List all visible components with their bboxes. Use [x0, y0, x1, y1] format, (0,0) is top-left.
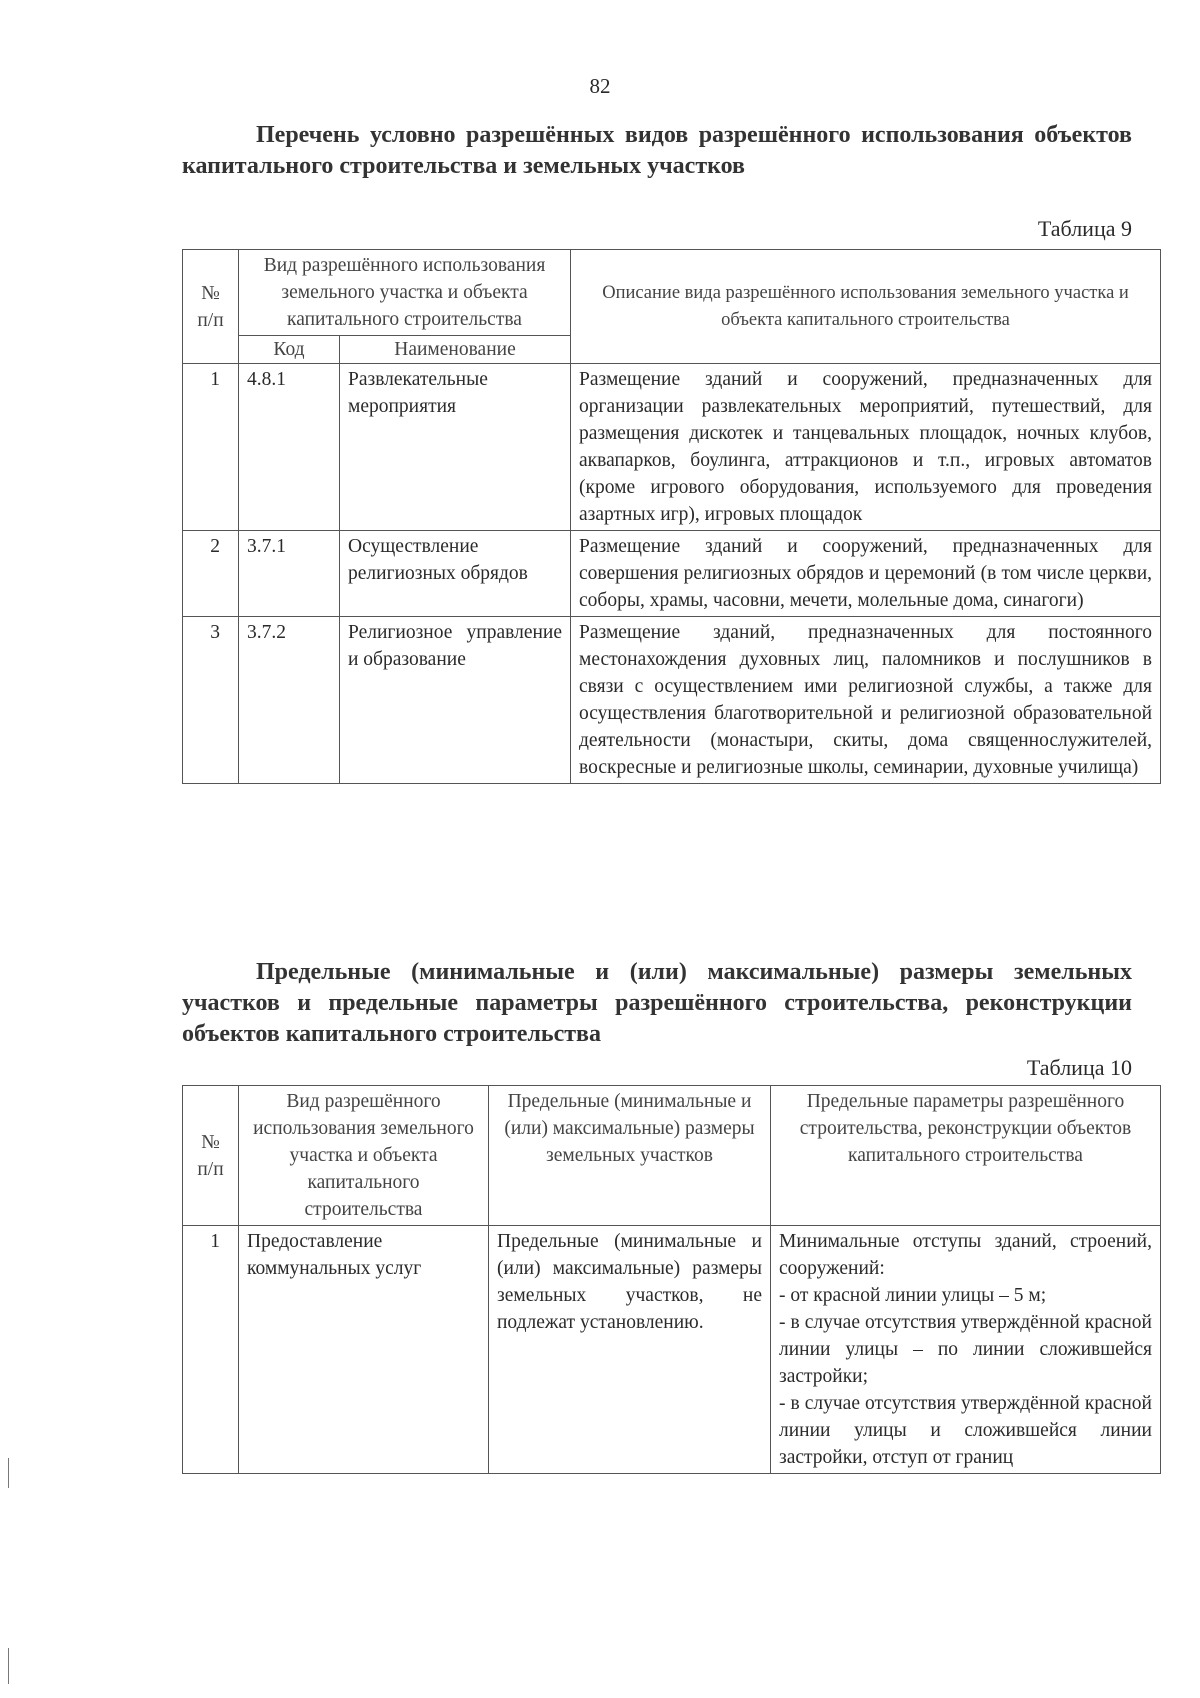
row-description: Размещение зданий и сооружений, предназначенных для совершения религиозных обрядов и церемоний (в том числе церкви, соборы, храмы, часовни, мечети, молельные дома, синагоги): [571, 531, 1161, 617]
scan-artifact-line: [8, 1458, 9, 1488]
row-code: 3.7.2: [239, 617, 340, 784]
header-sizes: Предельные (минимальные и (или) максимальные) размеры земельных участков: [489, 1086, 771, 1226]
row-description: Размещение зданий, предназначенных для постоянного местонахождения духовных лиц, паломников и послушников в связи с осуществлением ими религиозной службы, а также для осуществления благотворительной и религиозной образовательной деятельности (монастыри, скиты, дома священнослужителей, воскресные и религиозные школы, семинарии, духовные училища): [571, 617, 1161, 784]
row-num: 2: [183, 531, 239, 617]
row-type: Предоставление коммунальных услуг: [239, 1226, 489, 1474]
row-name: Религиозное управление и образование: [340, 617, 571, 784]
table-9: [182, 249, 1161, 784]
table-row: [183, 364, 1161, 531]
section-heading-table-9: Перечень условно разрешённых видов разрешённого использования объектов капитального строительства и земельных участков: [182, 122, 1132, 179]
row-sizes: Предельные (минимальные и (или) максимальные) размеры земельных участков, не подлежат установлению.: [489, 1226, 771, 1474]
row-name: Развлекательные мероприятия: [340, 364, 571, 531]
table-row: [183, 1226, 1161, 1474]
header-code: Код: [239, 336, 340, 364]
header-num: № п/п: [183, 1086, 239, 1226]
table-row: [183, 531, 1161, 617]
row-name: Осуществление религиозных обрядов: [340, 531, 571, 617]
table-9-caption: Таблица 9: [1037, 216, 1132, 241]
table-row: [183, 617, 1161, 784]
page-number: 82: [589, 74, 611, 98]
row-code: 3.7.1: [239, 531, 340, 617]
row-params: [771, 1226, 1161, 1474]
row-num: 1: [183, 364, 239, 531]
header-params: Предельные параметры разрешённого строительства, реконструкции объектов капитального строительства: [771, 1086, 1161, 1226]
table-10-caption: Таблица 10: [1026, 1055, 1132, 1080]
scan-artifact-line: [8, 1648, 9, 1684]
param-line: Минимальные отступы зданий, строений, сооружений:: [779, 1231, 1152, 1279]
row-code: 4.8.1: [239, 364, 340, 531]
param-line: - в случае отсутствия утверждённой красной линии улицы и сложившейся линии застройки, отступ от границ: [779, 1393, 1152, 1468]
header-type: Вид разрешённого использования земельного участка и объекта капитального строительства: [239, 1086, 489, 1226]
section-heading-table-10: Предельные (минимальные и (или) максимальные) размеры земельных участков и предельные параметры разрешённого строительства, реконструкции объектов капитального строительства: [182, 959, 1132, 1047]
header-type: Вид разрешённого использования земельного участка и объекта капитального строительства: [239, 250, 571, 336]
param-line: - в случае отсутствия утверждённой красной линии улицы – по линии сложившейся застройки;: [779, 1312, 1152, 1387]
header-name: Наименование: [340, 336, 571, 364]
table-10: [182, 1085, 1161, 1474]
row-description: Размещение зданий и сооружений, предназначенных для организации развлекательных мероприятий, путешествий, для размещения дискотек и танцевальных площадок, ночных клубов, аквапарков, боулинга, аттракционов и т.п., игровых автоматов (кроме игрового оборудования, используемого для проведения азартных игр), игровых площадок: [571, 364, 1161, 531]
param-line: - от красной линии улицы – 5 м;: [779, 1285, 1047, 1306]
header-description: Описание вида разрешённого использования земельного участка и объекта капитального строительства: [571, 250, 1161, 364]
row-num: 3: [183, 617, 239, 784]
header-num: № п/п: [183, 250, 239, 364]
row-num: 1: [183, 1226, 239, 1474]
